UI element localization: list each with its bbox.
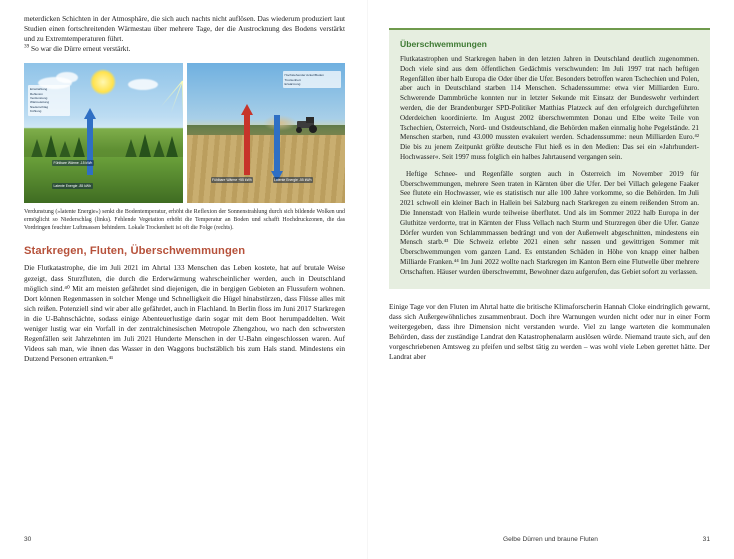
- paragraph: Einige Tage vor den Fluten im Ahrtal hatte die britische Klimaforscherin Hannah Cloke eindringlich gewarnt, dass sich Außergewöhnliches zusammenbraut. Doch ihre Warnungen wurden nicht oder nur in einer Form weitergegeben, dass ihre Dimension nicht verstanden wurde. Viel zu lange warteten die kommunalen Behörden, dass der zuständige Landrat den Katastrophenalarm auslösen würde. Niemand traute sich, auf den vorgeschriebenen Amtsweg zu pfeifen und selbst tätig zu werden – was wohl viele Leben gerettet hätte. Der Landrat aber: [389, 301, 710, 361]
- infobox-title: Überschwemmungen: [400, 39, 487, 49]
- figure-caption: Verdunstung (»latente Energie«) senkt die Bodentemperatur, erhöht die Reflexion der Sonnenstrahlung durch sich bildende Wolken und ermöglicht so Niederschlag (links). Fehlende Vegetation erhöht die Temperatur an Boden und schafft Hochdruckzonen, die das Vordringen feuchter Luftmassen behindern. Lokale Trockenheit ist oft die Folge (rechts).: [24, 209, 345, 232]
- label-sensible-heat: Fühlbare Wärme +55 kWh: [212, 177, 252, 182]
- page-number-right: 31: [702, 536, 710, 543]
- dry-field-tractor-photo: [187, 63, 346, 203]
- left-page-body-text: [24, 263, 345, 363]
- paragraph: Die Flutkatastrophe, die im Juli 2021 im Ahrtal 133 Menschen das Leben kostete, hat auf brutale Weise gezeigt, dass Sturzfluten, die durch die Erderwärmung wahrscheinlicher werden, auch in Deutschland möglich sind.⁴⁰ Mit am meisten gefährdet sind diejenigen, die in bergigen Gebieten an Flussufern wohnen. Dort können Regenmassen in solcher Menge und Schnelligkeit die Hügel hinabstürzen, dass Flüsse alles mit sich reißen. Potenziell sind wir aber alle gefährdet, auch in Flachland. In Berlin floss im Juni 2017 Starkregen in die U-Bahnschächte, sodass einige Abenteuerlustige darin sogar mit dem Boot herumpaddelten. Weit weniger lustig war ein Vorfall in der zentralchinesischen Metropole Zhengzhou, wo nach den schwersten Regenfällen seit Jahrzehnten im Juli 2021 Hunderte Menschen in der U-Bahn eingeschlossen waren. Auf Videos sah man, wie ihnen das Wasser in den Waggons buchstäblich bis zum Hals stand. Mindestens ein Dutzend Personen ertranken.⁴¹: [24, 263, 345, 363]
- page-number-left: 30: [24, 536, 32, 543]
- legend-item: Verdunstung: [30, 96, 48, 100]
- cloud-icon: [128, 79, 158, 90]
- legend-item: Niederschlag: [30, 104, 49, 109]
- right-photo-legend: [283, 71, 341, 88]
- footnote-marker: 39: [24, 43, 30, 50]
- sun-icon: [90, 69, 116, 95]
- section-heading: Starkregen, Fluten, Überschwemmungen: [24, 245, 246, 258]
- meadow-foreground: [24, 157, 183, 203]
- left-page-intro-text: [24, 14, 345, 54]
- paragraph: meterdicken Schichten in der Atmosphäre, die sich auch nachts nicht auflösen. Das wiederum produziert laut Studien einen fortschreitenden Wärmestau über mehrere Tage, der die Austrocknung des Bodens verstärkt und zu Extremtemperaturen führt.: [24, 14, 345, 44]
- legend-item: Kühlung: [30, 109, 42, 114]
- figure-evapotranspiration: [24, 63, 345, 203]
- legend-item: Wärmeleitung: [30, 100, 50, 105]
- infobox-overschwemmungen: [389, 28, 710, 289]
- infobox-paragraph: Flutkatastrophen und Starkregen haben in den letzten Jahren in Deutschland deutlich zugenommen. Doch viele sind aus dem öffentlichen Gedächtnis verschwunden: Im Juli 1997 trat nach heftigen Regenfällen über halb Europa die Oder über die Ufer. Besonders betroffen waren Tschechien und Polen, aber auch in Deutschland starben 114 Menschen. Schadenssumme: etwa vier Milliarden Euro. Schwerende Dammbrüche konnten nur in letzter Sekunde mit Einsatz der Bundeswehr verhindert werden, die der Brandenburger SPD-Politiker Matthias Platzeck auf den erfolgreich durchgeführten Oderdeichen koordinierte. Im August 2002 überschwemmten Donau und Elbe weite Teile von Tschechien, Österreich, Nord- und Ostdeutschland, die Behörden maßen einmalig hohe Pegelstände. 21 Menschen starben, rund 43.000 mussten evakuiert werden. Schadenssumme: neun Milliarden Euro.⁴² Die bis zu jenem Zeitpunkt größte deutsche Flut hieß es in den Medien: Das sei ein »Jahrhundert-Hochwasser«. Seit 1997 muss folglich ein halbes Jahrtausend vergangen sein.: [400, 55, 699, 161]
- label-sensible-heat: Fühlbare Wärme -15 kWh: [53, 160, 93, 165]
- tree-row: [24, 123, 183, 161]
- figure-left-photo: [24, 63, 183, 203]
- legend-item: Trockenheit: [284, 77, 301, 82]
- cloud-icon: [56, 72, 78, 83]
- right-page: [367, 0, 734, 559]
- infobox-paragraph: Heftige Schnee- und Regenfälle sorgten auch in Österreich im November 2019 für Überschwemmungen, mehrere Seen traten in Kärnten über die Ufer. Der bei Villach gelegene Faaker See flutete ein Hochwasser, wie es statistisch nur alle 100 Jahre vorkomme, so die Behörden. Im Juli 2021 schwoll ein kleiner Bach in Hallein bei Salzburg nach Starkregen zu einem reißenden Strom an. Die Innenstadt von Hallein wurde teilweise überflutet. Und als im Sommer 2022 halb Europa in der Gluthitze verdorrte, trat in Kärnten der Fluss Vellach nach Sturm und Sturzregen über die Ufer. Ganze Dörfer wurden von Schlammmassen bedrängt und von der Außenwelt abgeschnitten, mindestens ein Mensch starb.⁴³ Die Schweiz erlebte 2021 einen sehr nassen und gewittrigen Sommer mit Überschwemmungen vom ganzen Land. Es entstanden Schäden in Höhe von knapp einer halben Milliarde Franken.⁴⁴ Im Juni 2022 wollte nach Starkregen im Kanton Bern eine Flutwelle über mehrere Ortschaften. Häuser wurden überschwemmt, Bewohner dazu aufgerufen, das Gebiet sofort zu verlassen.: [400, 169, 699, 276]
- legend-item: Reflexion: [30, 91, 43, 96]
- figure-right-photo: [187, 63, 346, 203]
- label-latent-energy: Latente Energie -85 kWh: [53, 183, 92, 188]
- paragraph-continued: $^{39}$ So war die Dürre erneut verstärkt.: [24, 43, 131, 54]
- dust-cloud: [263, 115, 297, 131]
- legend-item: Hochstehender Acker/Boden: [284, 73, 324, 78]
- dry-field-foreground: [187, 135, 346, 203]
- tractor-icon: [293, 119, 319, 133]
- right-page-body-text: [389, 302, 710, 362]
- left-photo-legend: [28, 85, 70, 115]
- legend-item: Einstrahlung: [30, 87, 48, 92]
- legend-item: Erwärmung: [284, 82, 301, 86]
- running-head: Gelbe Dürren und braune Fluten: [503, 536, 598, 543]
- forest-meadow-photo: [24, 63, 183, 203]
- label-latent-energy: Latente Energie -55 kWh: [274, 177, 312, 182]
